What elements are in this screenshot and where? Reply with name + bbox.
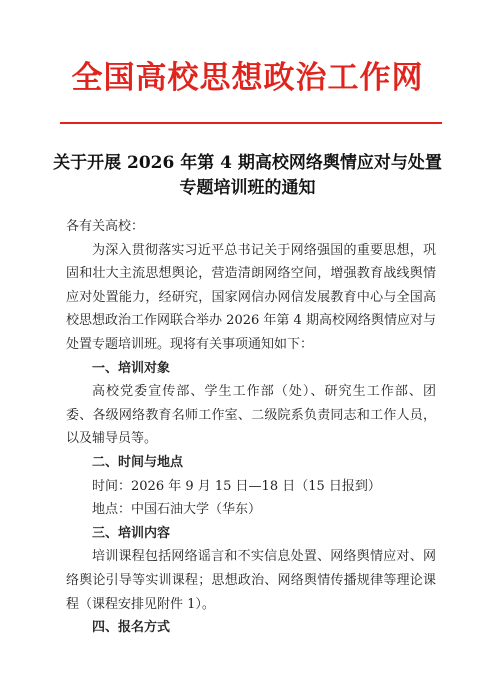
section-heading-4: 四、报名方式 [92, 620, 171, 636]
section-heading-1: 一、培训对象 [92, 360, 171, 376]
section-2-location: 地点：中国石油大学（华东） [92, 502, 262, 518]
section-1-paragraph-1: 高校党委宣传部、学生工作部（处）、研究生工作部、团委、各级网络教育名师工作室、二级院系负责同志和工作人员，以及辅导员等。 [66, 384, 436, 447]
document-body [66, 215, 436, 640]
document-title [40, 151, 455, 201]
title-line-2: 专题培训班的通知 [179, 178, 316, 198]
section-3-paragraph-1: 培训课程包括网络谣言和不实信息处置、网络舆情应对、网络舆论引导等实训课程；思想政治、网络舆情传播规律等理论课程（课程安排见附件 1）。 [66, 549, 436, 612]
letterhead-red-rule [60, 122, 442, 124]
letterhead-org-name: 全国高校思想政治工作网 [71, 60, 424, 96]
section-2-time: 时间：2026 年 9 月 15 日—18 日（15 日报到） [92, 478, 381, 494]
intro-paragraph: 为深入贯彻落实习近平总书记关于网络强国的重要思想，巩固和壮大主流思想舆论，营造清朗网络空间，增强教育战线舆情应对处置能力，经研究，国家网信办网信发展教育中心与全国高校思想政治工作网联合举办 2026 年第 4 期高校网络舆情应对与处置专题培训班。现将有关事项通知如下： [66, 242, 436, 352]
salutation: 各有关高校： [66, 219, 145, 234]
section-heading-2: 二、时间与地点 [92, 454, 184, 470]
title-line-1: 关于开展 2026 年第 4 期高校网络舆情应对与处置 [53, 153, 442, 173]
section-heading-3: 三、培训内容 [92, 525, 171, 541]
